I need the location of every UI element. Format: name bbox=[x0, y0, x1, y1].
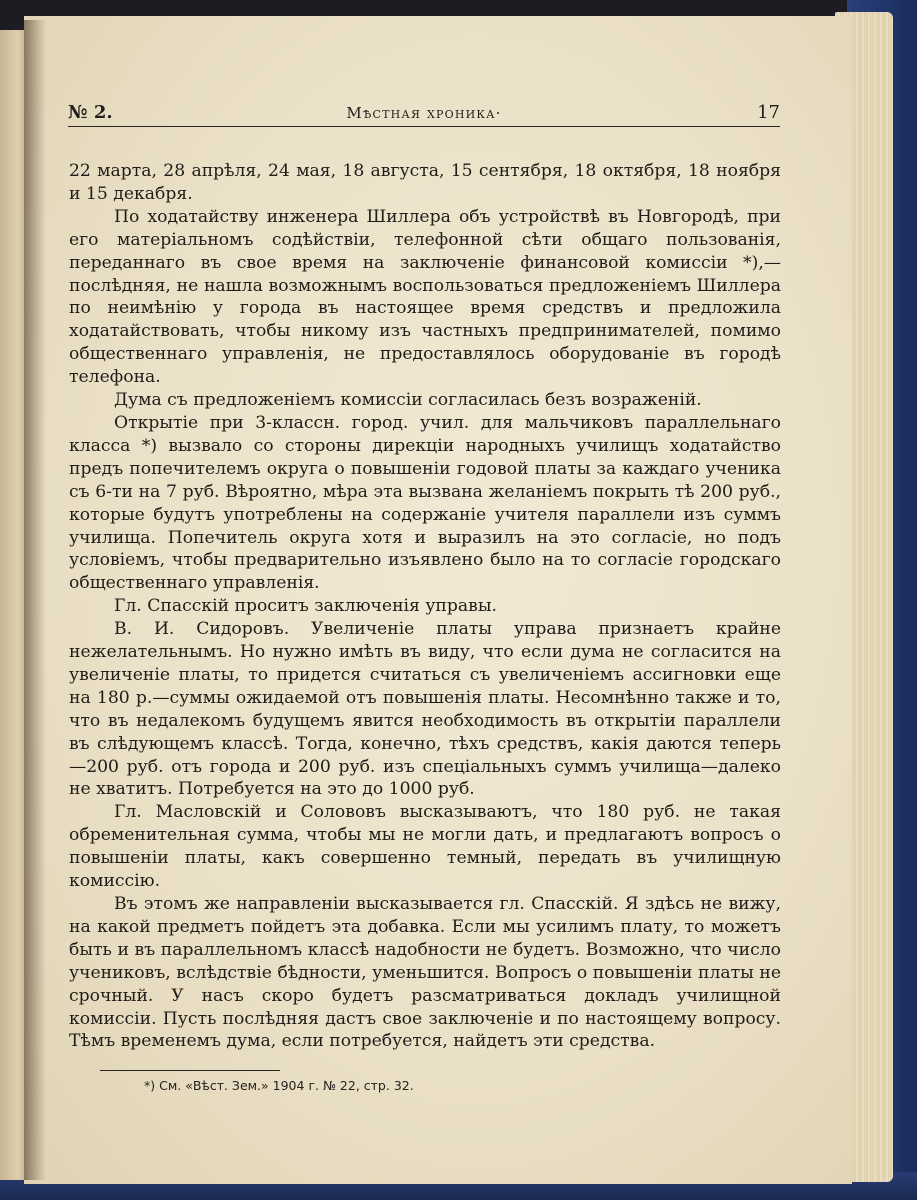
body-text bbox=[69, 160, 781, 1053]
paragraph: Въ этомъ же направленіи высказывается гл. Спасскій. Я здѣсь не вижу, на какой предметъ пойдетъ эта добавка. Если мы усилимъ плату, то можетъ быть и въ параллельномъ классѣ надобности не будетъ. Возможно, что число учениковъ, вслѣдствіе бѣдности, уменьшится. Вопросъ о повышеніи платы не срочный. У насъ скоро будетъ разсматриваться докладъ училищной комиссіи. Пусть послѣдняя дастъ свое заключеніе и по настоящему вопросу. Тѣмъ временемъ дума, если потребуется, найдетъ эти средства. bbox=[69, 894, 781, 1052]
paragraph: Открытіе при 3-классн. город. учил. для мальчиковъ параллельнаго класса *) вызвало со стороны дирекціи народныхъ училищъ ходатайство предъ попечителемъ округа о повышеніи годовой платы за каждаго ученика съ 6-ти на 7 руб. Вѣроятно, мѣра эта вызвана желаніемъ покрыть тѣ 200 руб., которые будутъ употреблены на содержаніе учителя параллели изъ суммъ училища. Попечитель округа хотя и выразилъ на это согласіе, но подъ условіемъ, чтобы предварительно изъявлено было на то согласіе городскаго общественнаго управленія. bbox=[69, 412, 781, 594]
page-number: 17 bbox=[757, 102, 780, 123]
paragraph: По ходатайству инженера Шиллера объ устройствѣ въ Новгородѣ, при его матеріальномъ содѣйствіи, телефонной сѣти общаго пользованія, переданнаго въ свое время на заключеніе финансовой комиссіи *),— послѣдняя, не нашла возможнымъ воспользоваться предложеніемъ Шиллера по неимѣнію у города въ настоящее время средствъ и предложила ходатайствовать, чтобы никому изъ частныхъ предпринимателей, помимо общественнаго управленія, не предоставлялось оборудованіе въ городѣ телефона. bbox=[69, 206, 781, 388]
paragraph: В. И. Сидоровъ. Увеличеніе платы управа признаетъ крайне нежелательнымъ. Но нужно имѣть въ виду, что если дума не согласится на увеличеніе платы, то придется считаться съ увеличеніемъ ассигновки еще на 180 р.—суммы ожидаемой отъ повышенія платы. Несомнѣнно также и то, что въ недалекомъ будущемъ явится необходимость въ открытіи параллели въ слѣдующемъ классѣ. Тогда, конечно, тѣхъ средствъ, какія даются теперь—200 руб. отъ города и 200 руб. изъ спеціальныхъ суммъ училища—далеко не хватитъ. Потребуется на это до 1000 руб. bbox=[69, 619, 781, 800]
footnote-rule bbox=[100, 1070, 280, 1071]
footnote: *) См. «Вѣст. Зем.» 1904 г. № 22, стр. 32. bbox=[144, 1078, 414, 1093]
section-title: Мѣстная хроника· bbox=[346, 104, 502, 122]
paragraph: Дума съ предложеніемъ комиссіи согласилась безъ возраженій. bbox=[114, 390, 702, 411]
running-header bbox=[68, 102, 780, 127]
spine-shadow bbox=[24, 20, 46, 1180]
issue-number: № 2. bbox=[68, 102, 113, 123]
paragraph: 22 марта, 28 апрѣля, 24 мая, 18 августа, 15 сентября, 18 октября, 18 ноября и 15 декабря. bbox=[69, 161, 781, 204]
paragraph: Гл. Спасскій проситъ заключенія управы. bbox=[114, 596, 497, 617]
document-page bbox=[24, 16, 852, 1184]
paragraph: Гл. Масловскій и Солововъ высказываютъ, что 180 руб. не такая обременительная сумма, чтобы мы не могли дать, и предлагаютъ вопросъ о повышеніи платы, какъ совершенно темный, передать въ училищную комиссію. bbox=[69, 802, 781, 892]
